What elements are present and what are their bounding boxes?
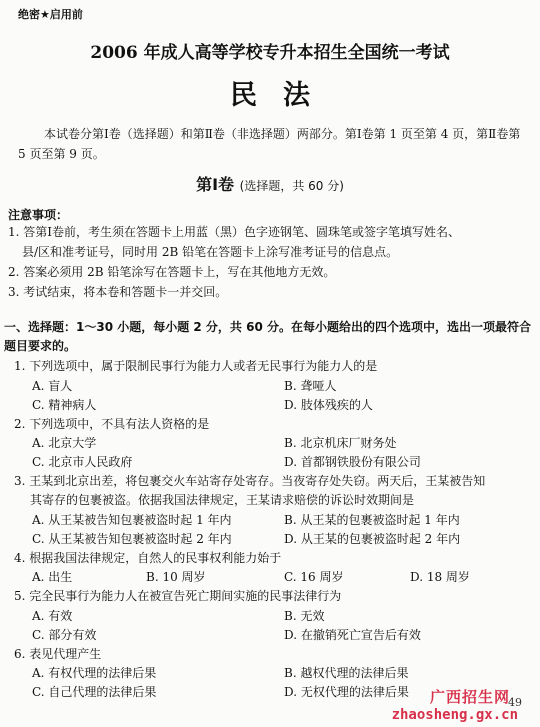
- question-option: B. 10 周岁: [146, 570, 206, 584]
- question-option: C. 部分有效: [32, 628, 97, 642]
- question-stem: 2. 下列选项中，不具有法人资格的是: [14, 417, 210, 431]
- question-stem: 3. 王某到北京出差，将包裹交火车站寄存处寄存。当夜寄存处失窃。两天后，王某被告知: [14, 474, 486, 488]
- question-option: D. 肢体残疾的人: [284, 398, 373, 412]
- exam-intro: 本试卷分第Ⅰ卷（选择题）和第Ⅱ卷（非选择题）两部分。第Ⅰ卷第 1 页至第 4 页，第Ⅱ卷第 5 页至第 9 页。: [18, 127, 521, 161]
- volume-subtitle: (选择题，共 60 分): [239, 179, 344, 193]
- question-option: B. 从王某的包裹被盗时起 1 年内: [284, 513, 460, 527]
- question-stem: 6. 表见代理产生: [14, 647, 102, 661]
- question-option: A. 盲人: [32, 379, 73, 393]
- page-number: 49: [508, 696, 522, 709]
- question-option: A. 有权代理的法律后果: [32, 666, 157, 680]
- question-option: D. 18 周岁: [410, 570, 470, 584]
- question-option: C. 精神病人: [32, 398, 97, 412]
- volume-title: 第Ⅰ卷: [196, 175, 235, 194]
- question-stem: 5. 完全民事行为能力人在被宣告死亡期间实施的民事法律行为: [14, 589, 342, 603]
- question-option: D. 首都钢铁股份有限公司: [284, 455, 421, 469]
- question-option: D. 无权代理的法律后果: [284, 685, 409, 699]
- question-option: D. 在撤销死亡宣告后有效: [284, 628, 421, 642]
- question-stem: 其寄存的包裹被盗。依据我国法律规定，王某请求赔偿的诉讼时效期间是: [30, 493, 415, 507]
- notice-item: 1. 答第Ⅰ卷前，考生须在答题卡上用蓝（黑）色字迹钢笔、圆珠笔或签字笔填写姓名、: [8, 225, 461, 239]
- section-heading: 一、选择题：1～30 小题，每小题 2 分，共 60 分。在每小题给出的四个选项中，选出一项最符合题目要求的。: [4, 320, 531, 353]
- notice-heading: 注意事项：: [8, 208, 69, 222]
- watermark-site-name: 广西招生网: [429, 688, 510, 706]
- volume-heading: [0, 172, 540, 195]
- question-option: A. 有效: [32, 609, 73, 623]
- watermark-url: zhaosheng.gx.cn: [391, 707, 518, 723]
- question-option: C. 北京市人民政府: [32, 455, 133, 469]
- confidential-label: 绝密★启用前: [18, 8, 83, 21]
- subject-title: 民法: [230, 80, 336, 111]
- notice-item: 县/区和准考证号，同时用 2B 铅笔在答题卡上涂写准考证号的信息点。: [22, 245, 399, 259]
- question-stem: 4. 根据我国法律规定，自然人的民事权利能力始于: [14, 551, 282, 565]
- notice-item: 3. 考试结束，将本卷和答题卡一并交回。: [8, 285, 228, 299]
- question-option: B. 聋哑人: [284, 379, 337, 393]
- question-option: C. 自己代理的法律后果: [32, 685, 157, 699]
- question-option: A. 出生: [32, 570, 73, 584]
- question-option: A. 从王某被告知包裹被盗时起 1 年内: [32, 513, 232, 527]
- question-stem: 1. 下列选项中，属于限制民事行为能力人或者无民事行为能力人的是: [14, 359, 378, 373]
- exam-title: 2006 年成人高等学校专升本招生全国统一考试: [90, 43, 450, 63]
- question-option: B. 无效: [284, 609, 325, 623]
- question-option: C. 16 周岁: [284, 570, 344, 584]
- question-option: B. 越权代理的法律后果: [284, 666, 409, 680]
- question-option: A. 北京大学: [32, 436, 97, 450]
- notice-item: 2. 答案必须用 2B 铅笔涂写在答题卡上，写在其他地方无效。: [8, 265, 336, 279]
- question-option: B. 北京机床厂财务处: [284, 436, 397, 450]
- question-option: D. 从王某的包裹被盗时起 2 年内: [284, 532, 461, 546]
- question-option: C. 从王某被告知包裹被盗时起 2 年内: [32, 532, 232, 546]
